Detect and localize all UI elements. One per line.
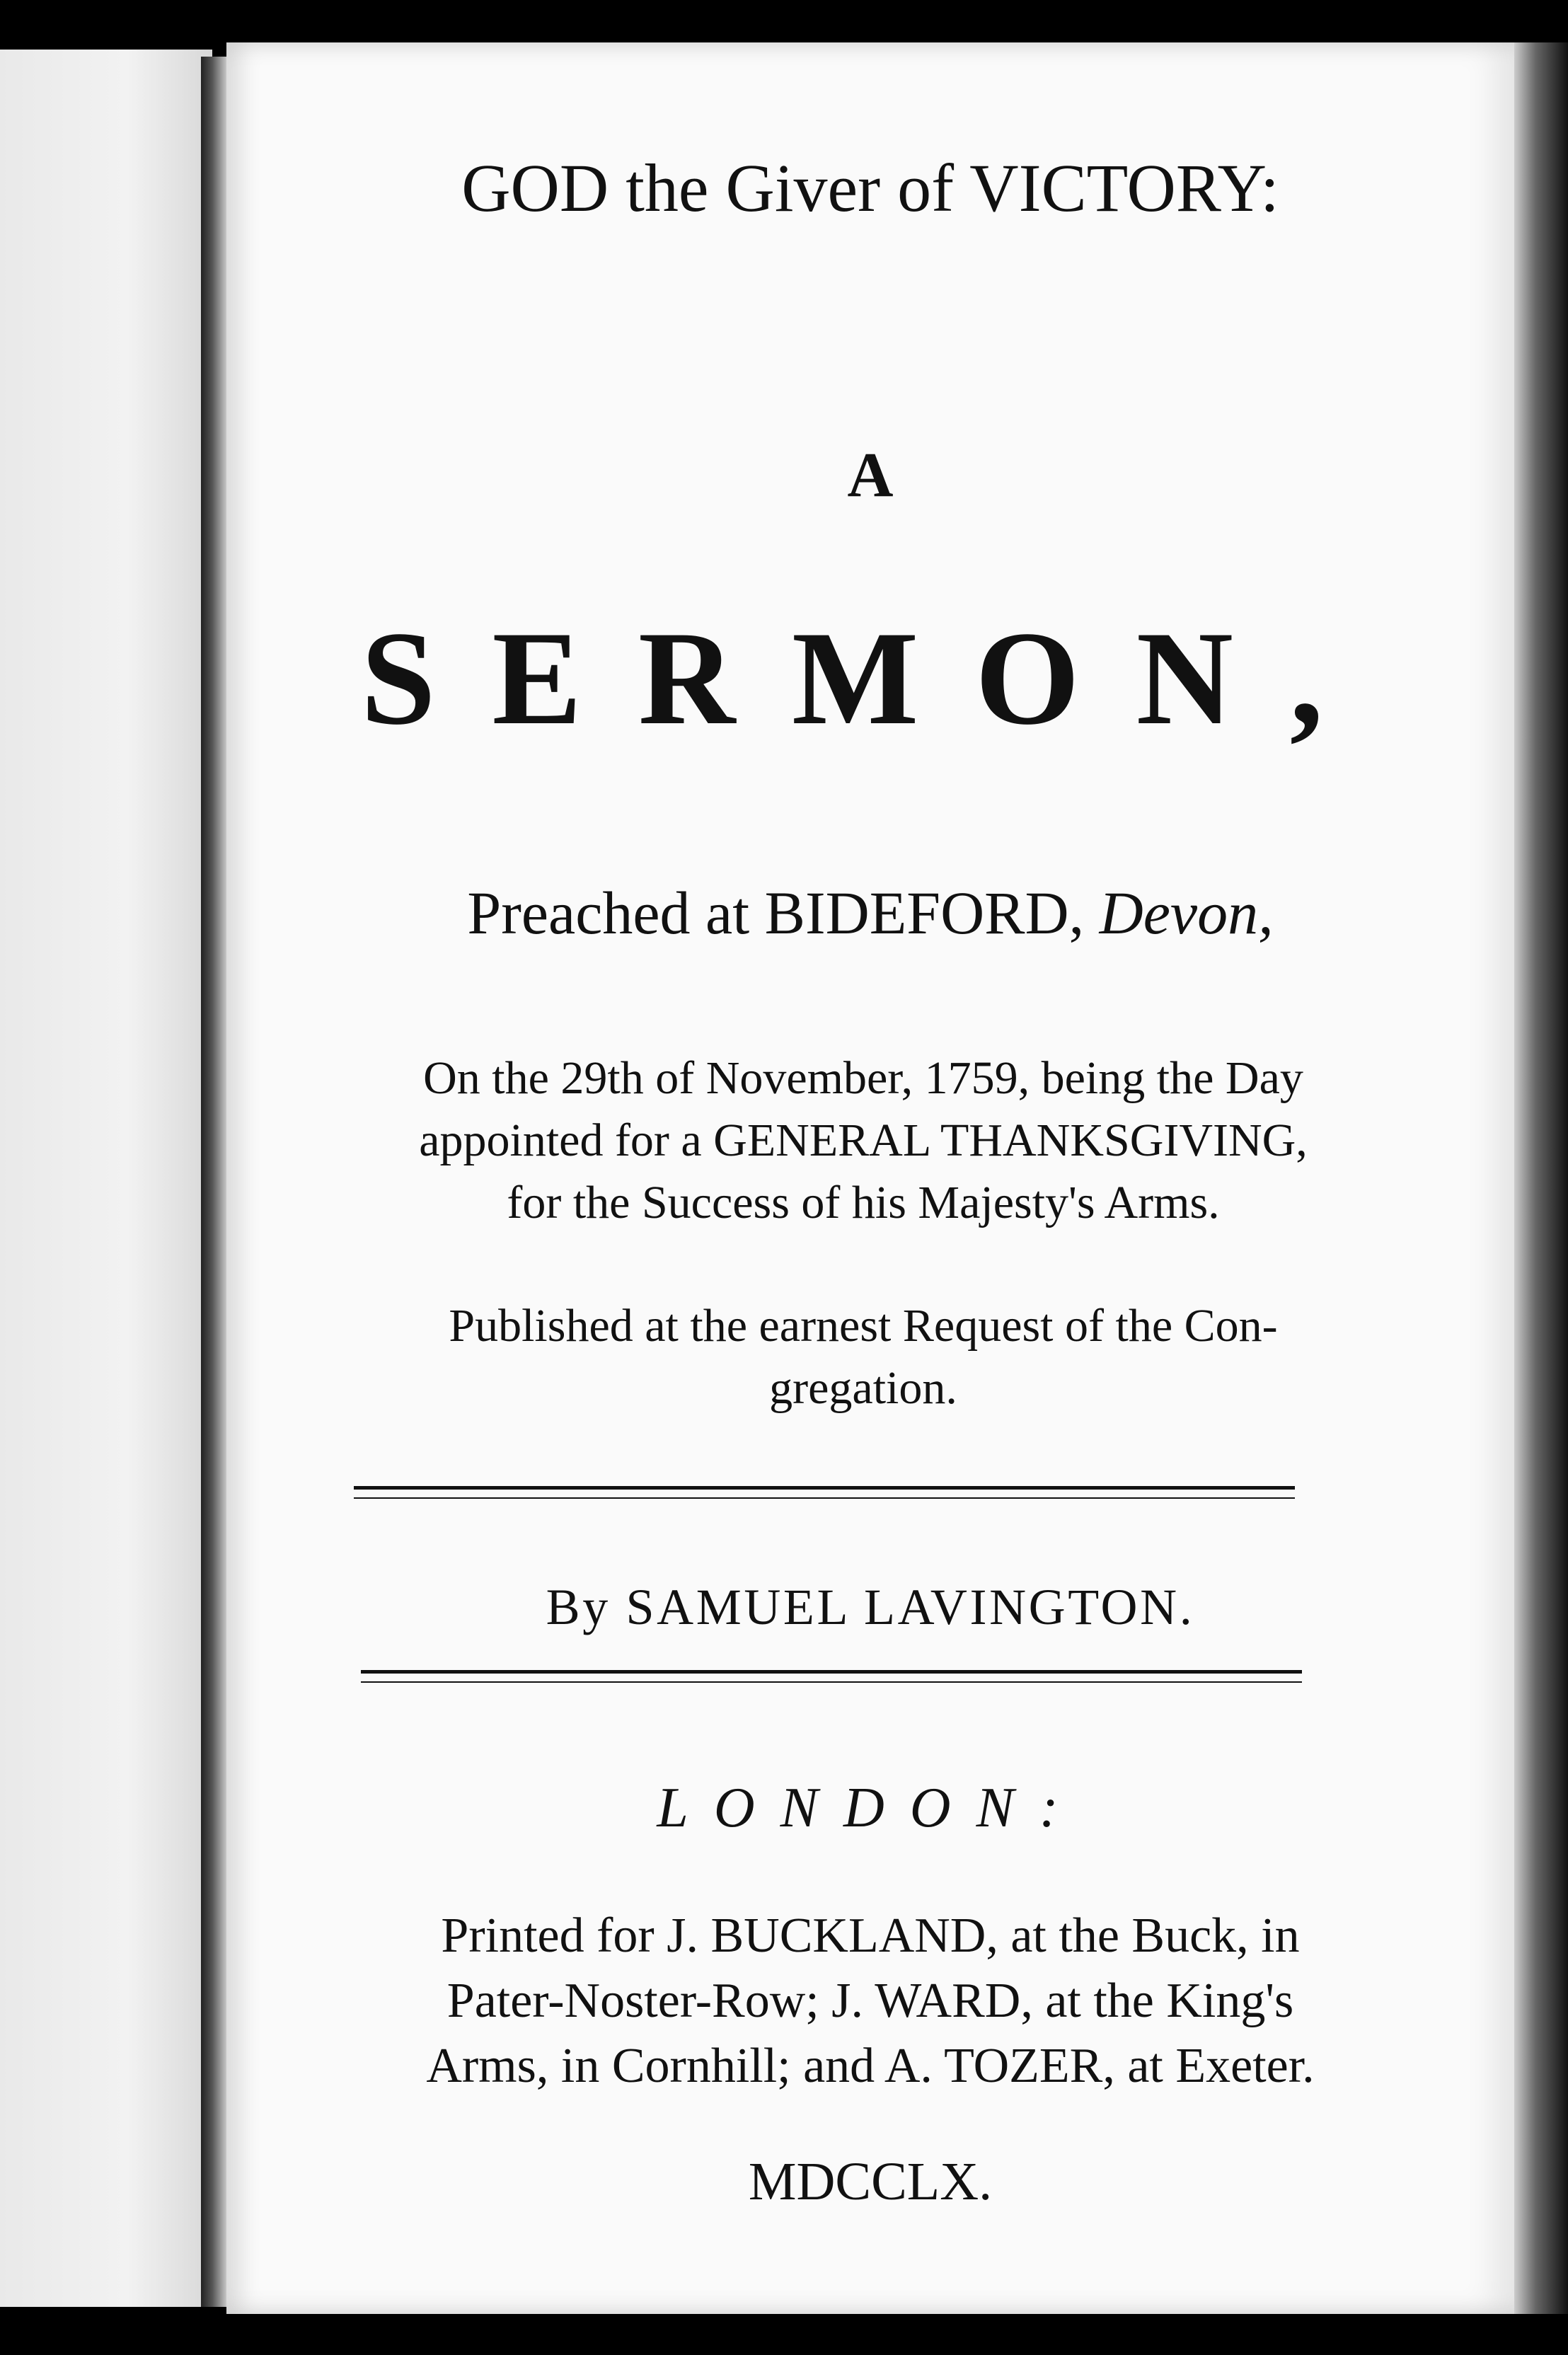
page-edge (1514, 42, 1568, 2355)
top-rule (354, 1486, 1295, 1490)
imprint-line-2: Pater-Noster-Row; J. WARD, at the King's (446, 1974, 1294, 2028)
title-page (226, 42, 1514, 2314)
publication-date: MDCCLX. (748, 2152, 993, 2211)
article-a: A (847, 440, 894, 510)
page-title: GOD the Giver of VICTORY: (461, 150, 1279, 226)
occasion-block (333, 1047, 1394, 1234)
published-block (333, 1295, 1394, 1420)
place-name: BIDEFORD, (764, 879, 1085, 947)
preached-line (226, 877, 1514, 948)
imprint-line-1: Printed for J. BUCKLAND, at the Buck, in (441, 1908, 1300, 1963)
bottom-rule (361, 1670, 1302, 1674)
county-name: Devon, (1099, 879, 1274, 947)
top-rule-thin (354, 1497, 1295, 1499)
imprint-line-3: Arms, in Cornhill; and A. TOZER, at Exeter. (426, 2039, 1315, 2093)
city-name: LONDON: (657, 1777, 1084, 1839)
occasion-line-3: for the Success of his Majesty's Arms. (507, 1177, 1220, 1228)
book-gutter (201, 57, 229, 2307)
occasion-line-1: On the 29th of November, 1759, being the Day (423, 1052, 1303, 1104)
published-line-1: Published at the earnest Request of the Con- (449, 1300, 1278, 1352)
sermon-heading: SERMON, (360, 604, 1380, 753)
scan-bottom-border (0, 2314, 1568, 2355)
published-line-2: gregation. (769, 1362, 957, 1414)
preached-prefix: Preached at (467, 879, 750, 947)
facing-page (0, 50, 212, 2307)
imprint-block (318, 1904, 1422, 2099)
bottom-rule-thin (361, 1681, 1302, 1683)
occasion-line-2: appointed for a GENERAL THANKSGIVING, (419, 1115, 1308, 1166)
author-line: By SAMUEL LAVINGTON. (546, 1579, 1195, 1635)
